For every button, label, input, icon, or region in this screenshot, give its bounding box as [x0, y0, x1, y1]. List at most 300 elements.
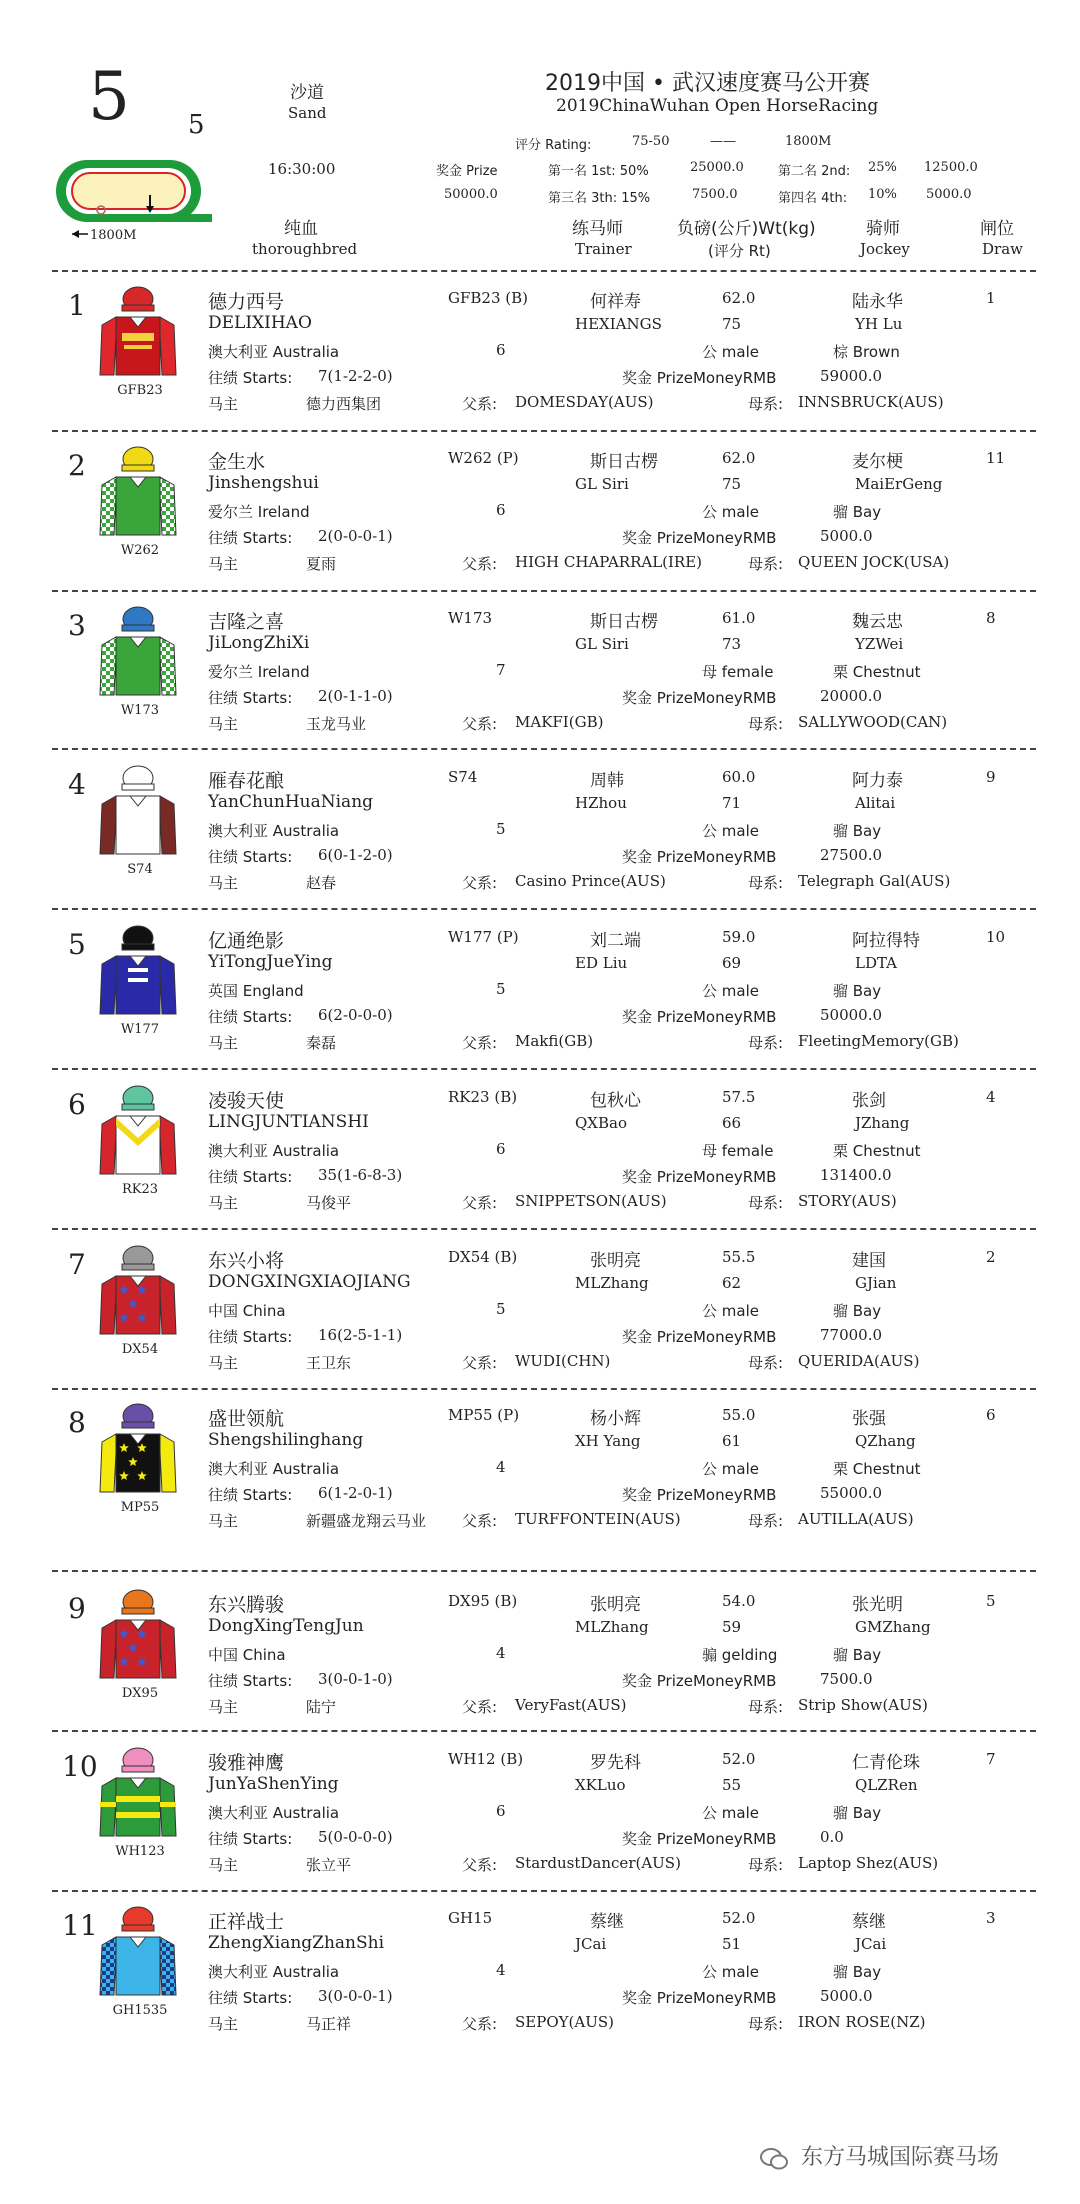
dam-name: FleetingMemory(GB)	[798, 1032, 959, 1050]
weight: 52.0	[722, 1750, 756, 1768]
age: 6	[496, 341, 506, 359]
horse-name-en: DONGXINGXIAOJIANG	[208, 1272, 411, 1292]
silk-code: DX95	[121, 1686, 159, 1701]
starts-label: 往绩 Starts:	[208, 1672, 293, 1690]
dam-name: SALLYWOOD(CAN)	[798, 713, 948, 731]
jockey-silks-icon	[98, 1744, 178, 1854]
prize-money-label: 奖金 PrizeMoneyRMB	[622, 1989, 777, 2007]
first-place-label: 第一名 1st: 50%	[548, 164, 649, 179]
horse-number: 10	[62, 1750, 98, 1783]
rating: 55	[722, 1776, 742, 1794]
dam-label: 母系:	[748, 555, 784, 573]
entry-divider	[52, 1730, 1036, 1732]
jockey-name-cn: 麦尔梗	[852, 452, 903, 472]
horse-name-en: Jinshengshui	[208, 473, 319, 493]
breed-en: thoroughbred	[252, 240, 358, 258]
horse-name-cn: 亿通绝影	[208, 930, 285, 952]
horse-name-en: YiTongJueYing	[208, 952, 333, 972]
header-jockey-cn: 骑师	[866, 219, 900, 239]
origin: 澳大利亚 Australia	[208, 822, 340, 840]
entry-divider	[52, 908, 1036, 910]
prize-money-label: 奖金 PrizeMoneyRMB	[622, 529, 777, 547]
rating: 69	[722, 954, 742, 972]
silk-code: MP55	[120, 1500, 160, 1515]
jockey-silks-icon	[98, 1082, 178, 1192]
coat-color: 骝 Bay	[833, 982, 882, 1000]
trainer-name-en: ED Liu	[575, 954, 628, 972]
second-place-value: 12500.0	[924, 160, 978, 175]
starts-label: 往绩 Starts:	[208, 1486, 293, 1504]
owner-label: 马主	[208, 2015, 239, 2033]
starts-record: 6(2-0-0-0)	[318, 1006, 393, 1024]
starts-record: 2(0-1-1-0)	[318, 687, 393, 705]
coat-color: 骝 Bay	[833, 503, 882, 521]
horse-name-cn: 东兴腾骏	[208, 1594, 285, 1616]
jockey-silks-icon	[98, 1242, 178, 1352]
entry-divider	[52, 1068, 1036, 1070]
silk-code: W177	[120, 1022, 160, 1037]
rating-dash: ——	[710, 134, 736, 149]
horse-name-cn: 盛世领航	[208, 1408, 285, 1430]
dam-name: IRON ROSE(NZ)	[798, 2013, 926, 2031]
trainer-name-en: HZhou	[575, 794, 627, 812]
trainer-name-cn: 周韩	[590, 771, 624, 791]
coat-color: 骝 Bay	[833, 1963, 882, 1981]
silk-code: RK23	[121, 1182, 159, 1197]
trainer-name-cn: 张明亮	[590, 1595, 641, 1615]
sire-label: 父系:	[462, 1034, 498, 1052]
age: 5	[496, 820, 506, 838]
horse-number: 1	[68, 289, 86, 322]
age: 6	[496, 1802, 506, 1820]
sire-label: 父系:	[462, 1512, 498, 1530]
jockey-name-cn: 张强	[852, 1409, 886, 1429]
header-draw-cn: 闸位	[980, 219, 1014, 239]
sire-label: 父系:	[462, 1698, 498, 1716]
entry-divider	[52, 1228, 1036, 1230]
horse-entry	[0, 922, 1080, 1087]
horse-code: MP55 (P)	[448, 1406, 520, 1424]
jockey-name-cn: 陆永华	[852, 292, 903, 312]
horse-code: W173	[448, 609, 493, 627]
weight: 55.5	[722, 1248, 756, 1266]
origin: 中国 China	[208, 1646, 286, 1664]
horse-number: 6	[68, 1088, 86, 1121]
trainer-name-en: MLZhang	[575, 1274, 649, 1292]
entry-divider	[52, 748, 1036, 750]
trainer-name-cn: 刘二端	[590, 931, 641, 951]
trainer-name-cn: 包秋心	[590, 1091, 641, 1111]
silk-code: GFB23	[117, 383, 163, 398]
horse-number: 2	[68, 449, 86, 482]
horse-name-cn: 正祥战士	[208, 1911, 285, 1933]
sire-name: Makfi(GB)	[515, 1032, 594, 1050]
trainer-name-en: XKLuo	[575, 1776, 626, 1794]
prize-label: 奖金 Prize	[436, 164, 498, 179]
jockey-silks-icon	[98, 443, 178, 553]
weight: 61.0	[722, 609, 756, 627]
prize-money: 5000.0	[820, 527, 873, 545]
wechat-icon	[760, 2148, 786, 2168]
rating: 59	[722, 1618, 742, 1636]
sire-name: Casino Prince(AUS)	[515, 872, 666, 890]
header-weight-cn: 负磅(公斤)Wt(kg)	[677, 219, 816, 239]
dam-name: INNSBRUCK(AUS)	[798, 393, 944, 411]
horse-number: 11	[62, 1909, 98, 1942]
horse-code: WH12 (B)	[448, 1750, 524, 1768]
coat-color: 骝 Bay	[833, 822, 882, 840]
jockey-name-en: Alitai	[855, 794, 896, 812]
prize-money: 7500.0	[820, 1670, 873, 1688]
dam-label: 母系:	[748, 715, 784, 733]
owner-name: 秦磊	[306, 1034, 337, 1052]
sire-name: VeryFast(AUS)	[515, 1696, 627, 1714]
horse-name-cn: 东兴小将	[208, 1250, 285, 1272]
jockey-name-cn: 蔡继	[852, 1912, 886, 1932]
total-prize: 50000.0	[444, 187, 498, 202]
entry-divider	[52, 430, 1036, 432]
draw: 8	[986, 609, 996, 627]
horse-number: 5	[68, 928, 86, 961]
horse-entry	[0, 443, 1080, 608]
coat-color: 栗 Chestnut	[833, 663, 921, 681]
owner-name: 马俊平	[306, 1194, 352, 1212]
horse-code: GH15	[448, 1909, 493, 1927]
silk-code: WH123	[115, 1844, 165, 1859]
surface-en: Sand	[288, 104, 327, 122]
dam-name: AUTILLA(AUS)	[798, 1510, 914, 1528]
sire-name: HIGH CHAPARRAL(IRE)	[515, 553, 703, 571]
age: 4	[496, 1458, 506, 1476]
trainer-name-cn: 斯日古楞	[590, 612, 658, 632]
sex: 母 female	[702, 663, 774, 681]
dam-label: 母系:	[748, 1034, 784, 1052]
owner-label: 马主	[208, 1698, 239, 1716]
prize-money-label: 奖金 PrizeMoneyRMB	[622, 1486, 777, 1504]
race-time: 16:30:00	[268, 160, 336, 178]
draw: 5	[986, 1592, 996, 1610]
owner-label: 马主	[208, 1354, 239, 1372]
rating: 66	[722, 1114, 742, 1132]
prize-money: 0.0	[820, 1828, 844, 1846]
starts-record: 3(0-0-0-1)	[318, 1987, 393, 2005]
trainer-name-en: QXBao	[575, 1114, 627, 1132]
starts-label: 往绩 Starts:	[208, 848, 293, 866]
trainer-name-cn: 杨小辉	[590, 1409, 641, 1429]
owner-name: 玉龙马业	[306, 715, 367, 733]
starts-label: 往绩 Starts:	[208, 689, 293, 707]
header-trainer-cn: 练马师	[572, 219, 623, 239]
starts-record: 7(1-2-2-0)	[318, 367, 393, 385]
rating: 51	[722, 1935, 742, 1953]
jockey-name-en: QLZRen	[855, 1776, 918, 1794]
first-place-value: 25000.0	[690, 160, 744, 175]
rating: 71	[722, 794, 742, 812]
prize-money: 59000.0	[820, 367, 883, 385]
owner-name: 马正祥	[306, 2015, 352, 2033]
header-trainer-en: Trainer	[575, 240, 632, 258]
sex: 公 male	[702, 1460, 759, 1478]
sire-label: 父系:	[462, 1194, 498, 1212]
horse-code: S74	[448, 768, 478, 786]
horse-number: 3	[68, 609, 86, 642]
origin: 英国 England	[208, 982, 304, 1000]
sex: 公 male	[702, 503, 759, 521]
trainer-name-en: GL Siri	[575, 475, 629, 493]
third-place-value: 7500.0	[692, 187, 738, 202]
coat-color: 骝 Bay	[833, 1804, 882, 1822]
draw: 2	[986, 1248, 996, 1266]
horse-entry	[0, 1082, 1080, 1247]
horse-name-en: DongXingTengJun	[208, 1616, 364, 1636]
horse-entry	[0, 1400, 1080, 1565]
trainer-name-cn: 罗先科	[590, 1753, 641, 1773]
jockey-name-cn: 魏云忠	[852, 612, 903, 632]
jockey-name-cn: 建国	[852, 1251, 886, 1271]
weight: 57.5	[722, 1088, 756, 1106]
prize-money-label: 奖金 PrizeMoneyRMB	[622, 1672, 777, 1690]
age: 5	[496, 980, 506, 998]
prize-money: 27500.0	[820, 846, 883, 864]
jockey-name-en: YZWei	[855, 635, 904, 653]
weight: 59.0	[722, 928, 756, 946]
horse-name-en: ZhengXiangZhanShi	[208, 1933, 385, 1953]
race-title-en: 2019ChinaWuhan Open HorseRacing	[556, 96, 879, 116]
draw: 4	[986, 1088, 996, 1106]
starts-record: 35(1-6-8-3)	[318, 1166, 403, 1184]
starts-label: 往绩 Starts:	[208, 1168, 293, 1186]
age: 6	[496, 1140, 506, 1158]
jockey-name-cn: 仁青伦珠	[852, 1753, 920, 1773]
jockey-name-cn: 张剑	[852, 1091, 886, 1111]
horse-name-en: DELIXIHAO	[208, 313, 312, 333]
coat-color: 栗 Chestnut	[833, 1460, 921, 1478]
weight: 60.0	[722, 768, 756, 786]
weight: 62.0	[722, 449, 756, 467]
watermark-text: 东方马城国际赛马场	[801, 2145, 1000, 2170]
horse-number: 7	[68, 1248, 86, 1281]
jockey-silks-icon	[98, 1903, 178, 2013]
owner-name: 赵春	[306, 874, 337, 892]
dam-label: 母系:	[748, 1856, 784, 1874]
starts-label: 往绩 Starts:	[208, 1989, 293, 2007]
silk-code: S74	[127, 862, 153, 877]
entry-divider	[52, 1890, 1036, 1892]
jockey-name-en: GJian	[855, 1274, 897, 1292]
horse-name-cn: 骏雅神鹰	[208, 1752, 285, 1774]
sex: 公 male	[702, 1804, 759, 1822]
jockey-silks-icon	[98, 603, 178, 713]
horse-name-cn: 金生水	[208, 451, 266, 473]
draw: 11	[986, 449, 1006, 467]
origin: 中国 China	[208, 1302, 286, 1320]
sire-name: StardustDancer(AUS)	[515, 1854, 681, 1872]
sex: 公 male	[702, 982, 759, 1000]
horse-code: DX54 (B)	[448, 1248, 518, 1266]
jockey-silks-icon	[98, 922, 178, 1032]
header-weight-en: (评分 Rt)	[708, 242, 771, 260]
sire-name: SEPOY(AUS)	[515, 2013, 614, 2031]
horse-entry	[0, 1242, 1080, 1407]
trainer-name-en: XH Yang	[575, 1432, 641, 1450]
horse-code: RK23 (B)	[448, 1088, 518, 1106]
fourth-place-label: 第四名 4th:	[778, 191, 848, 206]
horse-name-en: JiLongZhiXi	[208, 633, 310, 653]
coat-color: 棕 Brown	[833, 343, 900, 361]
origin: 澳大利亚 Australia	[208, 1142, 340, 1160]
third-place-label: 第三名 3th: 15%	[548, 191, 651, 206]
jockey-name-en: JZhang	[855, 1114, 910, 1132]
prize-money-label: 奖金 PrizeMoneyRMB	[622, 848, 777, 866]
age: 5	[496, 1300, 506, 1318]
coat-color: 骝 Bay	[833, 1646, 882, 1664]
draw: 10	[986, 928, 1006, 946]
prize-money: 5000.0	[820, 1987, 873, 2005]
starts-label: 往绩 Starts:	[208, 1830, 293, 1848]
sire-label: 父系:	[462, 715, 498, 733]
starts-label: 往绩 Starts:	[208, 369, 293, 387]
jockey-name-cn: 阿拉得特	[852, 931, 920, 951]
owner-name: 新疆盛龙翔云马业	[306, 1512, 427, 1530]
jockey-silks-icon	[98, 1400, 178, 1510]
horse-name-cn: 吉隆之喜	[208, 611, 285, 633]
dam-label: 母系:	[748, 1194, 784, 1212]
second-place-label: 第二名 2nd:	[778, 164, 851, 179]
race-distance: 1800M	[785, 134, 832, 149]
entry-divider	[52, 1570, 1036, 1572]
trainer-name-cn: 斯日古楞	[590, 452, 658, 472]
trainer-name-cn: 何祥寿	[590, 292, 641, 312]
jockey-name-en: JCai	[855, 1935, 887, 1953]
jockey-name-en: GMZhang	[855, 1618, 931, 1636]
breed-cn: 纯血	[284, 219, 318, 239]
horse-code: W177 (P)	[448, 928, 519, 946]
entry-divider	[52, 590, 1036, 592]
draw: 6	[986, 1406, 996, 1424]
sire-name: SNIPPETSON(AUS)	[515, 1192, 667, 1210]
draw: 9	[986, 768, 996, 786]
draw: 3	[986, 1909, 996, 1927]
owner-label: 马主	[208, 715, 239, 733]
silk-code: DX54	[121, 1342, 159, 1357]
dam-name: STORY(AUS)	[798, 1192, 897, 1210]
horse-code: DX95 (B)	[448, 1592, 518, 1610]
starts-record: 6(0-1-2-0)	[318, 846, 393, 864]
prize-money-label: 奖金 PrizeMoneyRMB	[622, 1168, 777, 1186]
prize-money-label: 奖金 PrizeMoneyRMB	[622, 689, 777, 707]
horse-name-en: JunYaShenYing	[208, 1774, 339, 1794]
dam-label: 母系:	[748, 395, 784, 413]
entry-divider	[52, 1388, 1036, 1390]
age: 7	[496, 661, 506, 679]
dam-label: 母系:	[748, 2015, 784, 2033]
rating: 61	[722, 1432, 742, 1450]
trainer-name-cn: 蔡继	[590, 1912, 624, 1932]
owner-name: 德力西集团	[306, 395, 382, 413]
starts-record: 5(0-0-0-0)	[318, 1828, 393, 1846]
age: 6	[496, 501, 506, 519]
prize-money: 50000.0	[820, 1006, 883, 1024]
sex: 公 male	[702, 1302, 759, 1320]
sire-label: 父系:	[462, 1856, 498, 1874]
trainer-name-en: HEXIANGS	[575, 315, 662, 333]
horse-number: 4	[68, 768, 86, 801]
jockey-name-cn: 张光明	[852, 1595, 903, 1615]
fourth-place-value: 5000.0	[926, 187, 972, 202]
horse-number: 8	[68, 1406, 86, 1439]
trainer-name-en: MLZhang	[575, 1618, 649, 1636]
header-draw-en: Draw	[982, 240, 1023, 258]
horse-entry	[0, 1586, 1080, 1751]
sire-label: 父系:	[462, 395, 498, 413]
sex: 骟 gelding	[702, 1646, 778, 1664]
coat-color: 栗 Chestnut	[833, 1142, 921, 1160]
origin: 澳大利亚 Australia	[208, 1963, 340, 1981]
horse-entry	[0, 1744, 1080, 1909]
sire-label: 父系:	[462, 555, 498, 573]
sire-name: DOMESDAY(AUS)	[515, 393, 654, 411]
horse-number: 9	[68, 1592, 86, 1625]
sire-label: 父系:	[462, 1354, 498, 1372]
horse-code: GFB23 (B)	[448, 289, 528, 307]
rating-label: 评分 Rating:	[515, 138, 592, 153]
jockey-name-en: YH Lu	[855, 315, 903, 333]
horse-entry	[0, 283, 1080, 448]
silk-code: W173	[120, 703, 160, 718]
fourth-place-pct: 10%	[868, 187, 897, 202]
jockey-silks-icon	[98, 762, 178, 872]
sire-name: WUDI(CHN)	[515, 1352, 611, 1370]
rating: 75	[722, 475, 742, 493]
jockey-silks-icon	[98, 1586, 178, 1696]
dam-label: 母系:	[748, 1512, 784, 1530]
starts-label: 往绩 Starts:	[208, 529, 293, 547]
owner-label: 马主	[208, 1856, 239, 1874]
dam-name: Telegraph Gal(AUS)	[798, 872, 951, 890]
dam-label: 母系:	[748, 874, 784, 892]
owner-label: 马主	[208, 1034, 239, 1052]
horse-entry	[0, 1903, 1080, 2068]
rating: 62	[722, 1274, 742, 1292]
sire-name: MAKFI(GB)	[515, 713, 604, 731]
age: 4	[496, 1961, 506, 1979]
owner-label: 马主	[208, 874, 239, 892]
horse-name-cn: 雁春花酿	[208, 770, 285, 792]
owner-label: 马主	[208, 395, 239, 413]
rating: 73	[722, 635, 742, 653]
horse-name-en: YanChunHuaNiang	[208, 792, 374, 812]
origin: 爱尔兰 Ireland	[208, 663, 310, 681]
sire-label: 父系:	[462, 2015, 498, 2033]
starts-record: 3(0-0-1-0)	[318, 1670, 393, 1688]
jockey-name-cn: 阿力泰	[852, 771, 903, 791]
sex: 母 female	[702, 1142, 774, 1160]
sex: 公 male	[702, 343, 759, 361]
dam-name: QUERIDA(AUS)	[798, 1352, 920, 1370]
horse-name-en: LINGJUNTIANSHI	[208, 1112, 369, 1132]
prize-money: 55000.0	[820, 1484, 883, 1502]
prize-money-label: 奖金 PrizeMoneyRMB	[622, 1008, 777, 1026]
header-divider	[52, 270, 1036, 272]
surface-cn: 沙道	[290, 83, 324, 103]
owner-label: 马主	[208, 555, 239, 573]
trainer-name-en: JCai	[575, 1935, 607, 1953]
dam-name: Laptop Shez(AUS)	[798, 1854, 939, 1872]
header-jockey-en: Jockey	[860, 240, 910, 258]
second-place-pct: 25%	[868, 160, 897, 175]
dam-label: 母系:	[748, 1354, 784, 1372]
origin: 澳大利亚 Australia	[208, 1460, 340, 1478]
